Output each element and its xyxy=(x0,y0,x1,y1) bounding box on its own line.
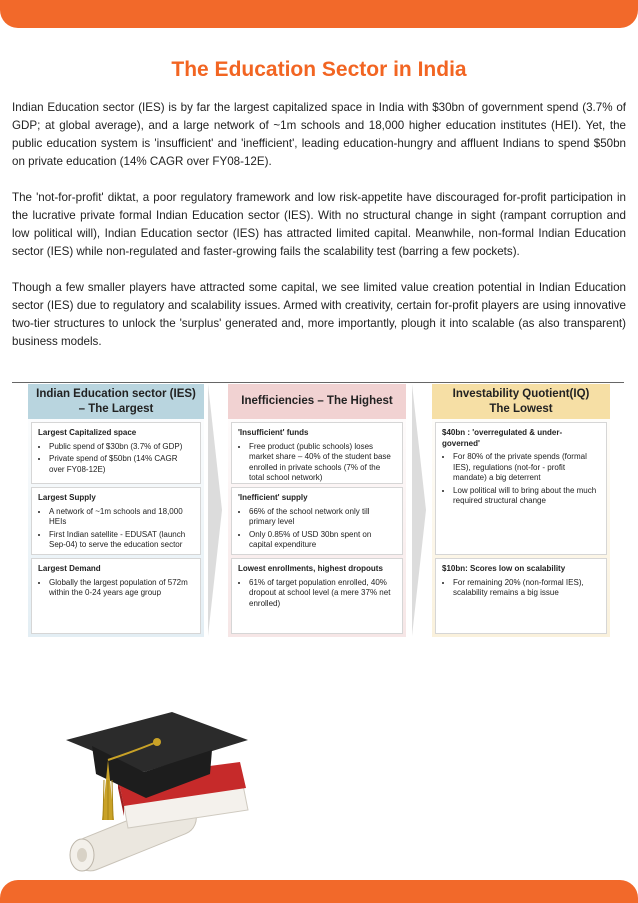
box-insufficient-funds xyxy=(231,422,403,484)
box-title: $10bn: Scores low on scalability xyxy=(442,564,566,573)
graduation-cap-diploma-book-icon xyxy=(62,670,252,875)
box-lowest-enrollments xyxy=(231,558,403,634)
box-title: Largest Capitalized space xyxy=(38,428,137,437)
box-largest-demand xyxy=(31,558,201,634)
column-header-line1: Inefficiencies – The Highest xyxy=(241,395,393,407)
section-divider xyxy=(12,382,624,383)
column-header xyxy=(228,384,406,419)
bullet: • Only 0.85% of USD 30bn spent on capital expenditure xyxy=(249,530,396,551)
column-header-line1: Investability Quotient(IQ) xyxy=(452,387,590,400)
box-title: Lowest enrollments, highest dropouts xyxy=(238,564,383,573)
column-header xyxy=(28,384,204,419)
bullet: • Private spend of $50bn (14% CAGR over FY08-12E) xyxy=(49,454,194,475)
bullet: • 66% of the school network only till primary level xyxy=(249,507,396,528)
paragraph-3: Though a few smaller players have attracted some capital, we see limited value creation potential in Indian Education sector (IES) due to regulatory and scalability issues. Armed with creativity, certain for-profit players are using innovative two-tier structures to unlock the 'surplus' generated and, more importantly, plough it into scalable (as also transparent) business models. xyxy=(12,281,626,348)
box-overregulated xyxy=(435,422,607,555)
box-title: Largest Demand xyxy=(38,564,101,573)
column-investability xyxy=(432,384,610,637)
chevron-arrow-1 xyxy=(208,384,222,636)
box-title: 'Inefficient' supply xyxy=(238,493,308,502)
bullet: • Globally the largest population of 572m within the 0-24 years age group xyxy=(49,578,194,599)
page-title: The Education Sector in India xyxy=(171,58,467,81)
bottom-orange-band xyxy=(0,880,638,903)
box-largest-supply xyxy=(31,487,201,555)
box-scalability xyxy=(435,558,607,634)
column-ies-largest xyxy=(28,384,204,637)
column-header-line1: Indian Education sector (IES) xyxy=(36,387,196,400)
paragraph-1: Indian Education sector (IES) is by far the largest capitalized space in India with $30bn of government spend (3.7% of GDP; at global average), and a large network of ~1m schools and 18,000 higher education institutes (HEI). Yet, the public education system is 'insufficient' and 'inefficient', leading education-hungry and affluent Indians to spend $50bn on private education (14% CAGR over FY08-12E). xyxy=(12,101,626,168)
box-title: 'Insufficient' funds xyxy=(238,428,309,437)
box-inefficient-supply xyxy=(231,487,403,555)
column-header xyxy=(432,384,610,419)
bullet: • 61% of target population enrolled, 40% dropout at school level (a mere 37% net enrolled) xyxy=(249,578,396,610)
box-title: Largest Supply xyxy=(38,493,96,502)
box-title: $40bn : 'overregulated & under-governed' xyxy=(442,428,563,448)
bullet: • Free product (public schools) loses market share – 40% of the student base enrolled in private schools (7% of the total school network) xyxy=(249,442,396,484)
bullet: • For remaining 20% (non-formal IES), scalability remains a big issue xyxy=(453,578,600,599)
paragraph-2: The 'not-for-profit' diktat, a poor regulatory framework and low risk-appetite have discouraged for-profit participation in the lucrative private formal Indian Education sector (IES). With no structural change in sight (rampant corruption and low political will), Indian Education sector (IES) has attracted limited capital. Meanwhile, non-formal Indian Education sector (IES) while non-regulated and faster-growing fails the scalability test (barring a few pockets). xyxy=(12,191,626,258)
box-largest-capitalized xyxy=(31,422,201,484)
column-header-line2: The Lowest xyxy=(489,402,553,415)
bullet: • Public spend of $30bn (3.7% of GDP) xyxy=(49,442,194,453)
bullet: • First Indian satellite - EDUSAT (launch Sep-04) to serve the education sector xyxy=(49,530,194,551)
bullet: • For 80% of the private spends (formal IES), regulations (not-for - profit mandate) a big deterrent xyxy=(453,452,600,484)
bullet: • Low political will to bring about the much required structural change xyxy=(453,486,600,507)
bullet: • A network of ~1m schools and 18,000 HEIs xyxy=(49,507,194,528)
column-inefficiencies xyxy=(228,384,406,637)
column-header-line2: – The Largest xyxy=(78,402,154,415)
top-orange-band xyxy=(0,0,638,28)
chevron-arrow-2 xyxy=(412,384,426,636)
